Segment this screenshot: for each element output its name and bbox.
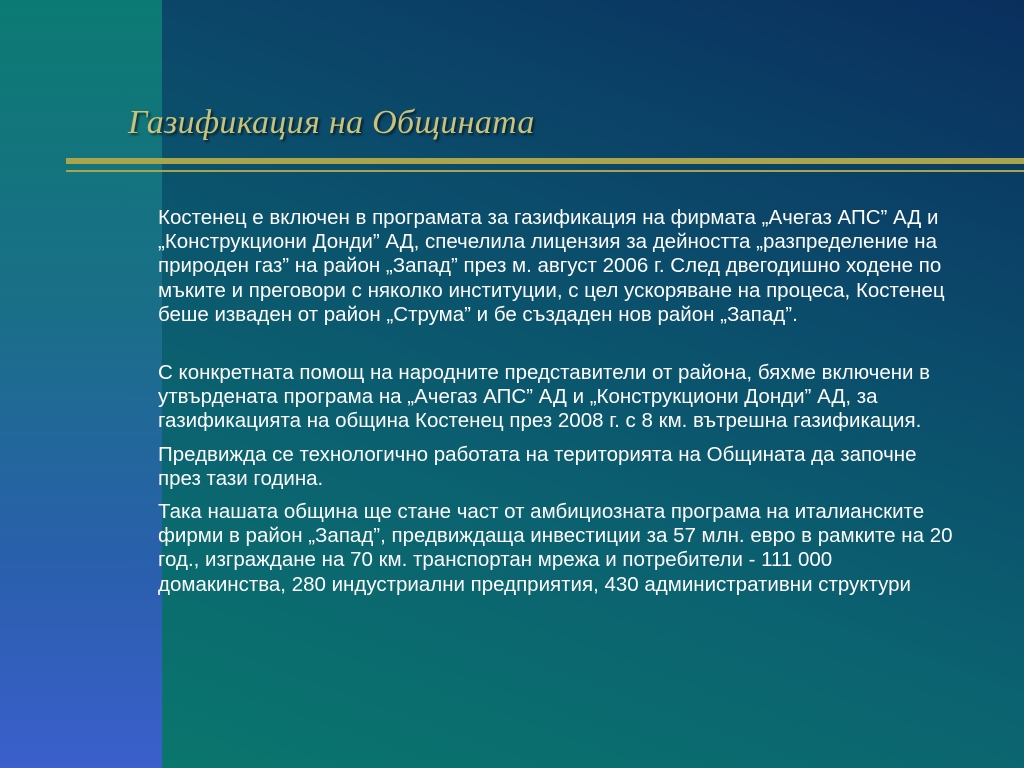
title-underline-thin	[66, 170, 1024, 172]
slide-title: Газификация на Общината	[128, 104, 535, 141]
title-underline-thick	[66, 158, 1024, 164]
paragraph-1: Костенец е включен в програмата за газификация на фирмата „Ачегаз АПС” АД и „Конструкциони Донди” АД, спечелила лицензия за дейността „разпределение на природен газ” на район „Запад” през м. август 2006 г. След двегодишно ходене по мъките и преговори с няколко институции, с цел ускоряване на процеса, Костенец беше изваден от район „Струма” и бе създаден нов район „Запад”.	[158, 206, 945, 326]
paragraph-4: Така нашата община ще стане част от амбициозната програма на италианските фирми в район „Запад”, предвиждаща инвестиции за 57 млн. евро в рамките на 20 год., изграждане на 70 км. транспортан мрежа и потребители - 111 000 домакинства, 280 индустриални предприятия, 430 административни структури	[158, 500, 953, 596]
slide-body	[158, 206, 958, 597]
paragraph-2: С конкретната помощ на народните представители от района, бяхме включени в утвърдената програма на „Ачегаз АПС” АД и „Конструкциони Донди” АД, за газификацията на община Костенец през 2008 г. с 8 км. вътрешна газификация.	[158, 361, 931, 433]
paragraph-3: Предвижда се технологично работата на територията на Общината да започне през тази година.	[158, 442, 917, 490]
